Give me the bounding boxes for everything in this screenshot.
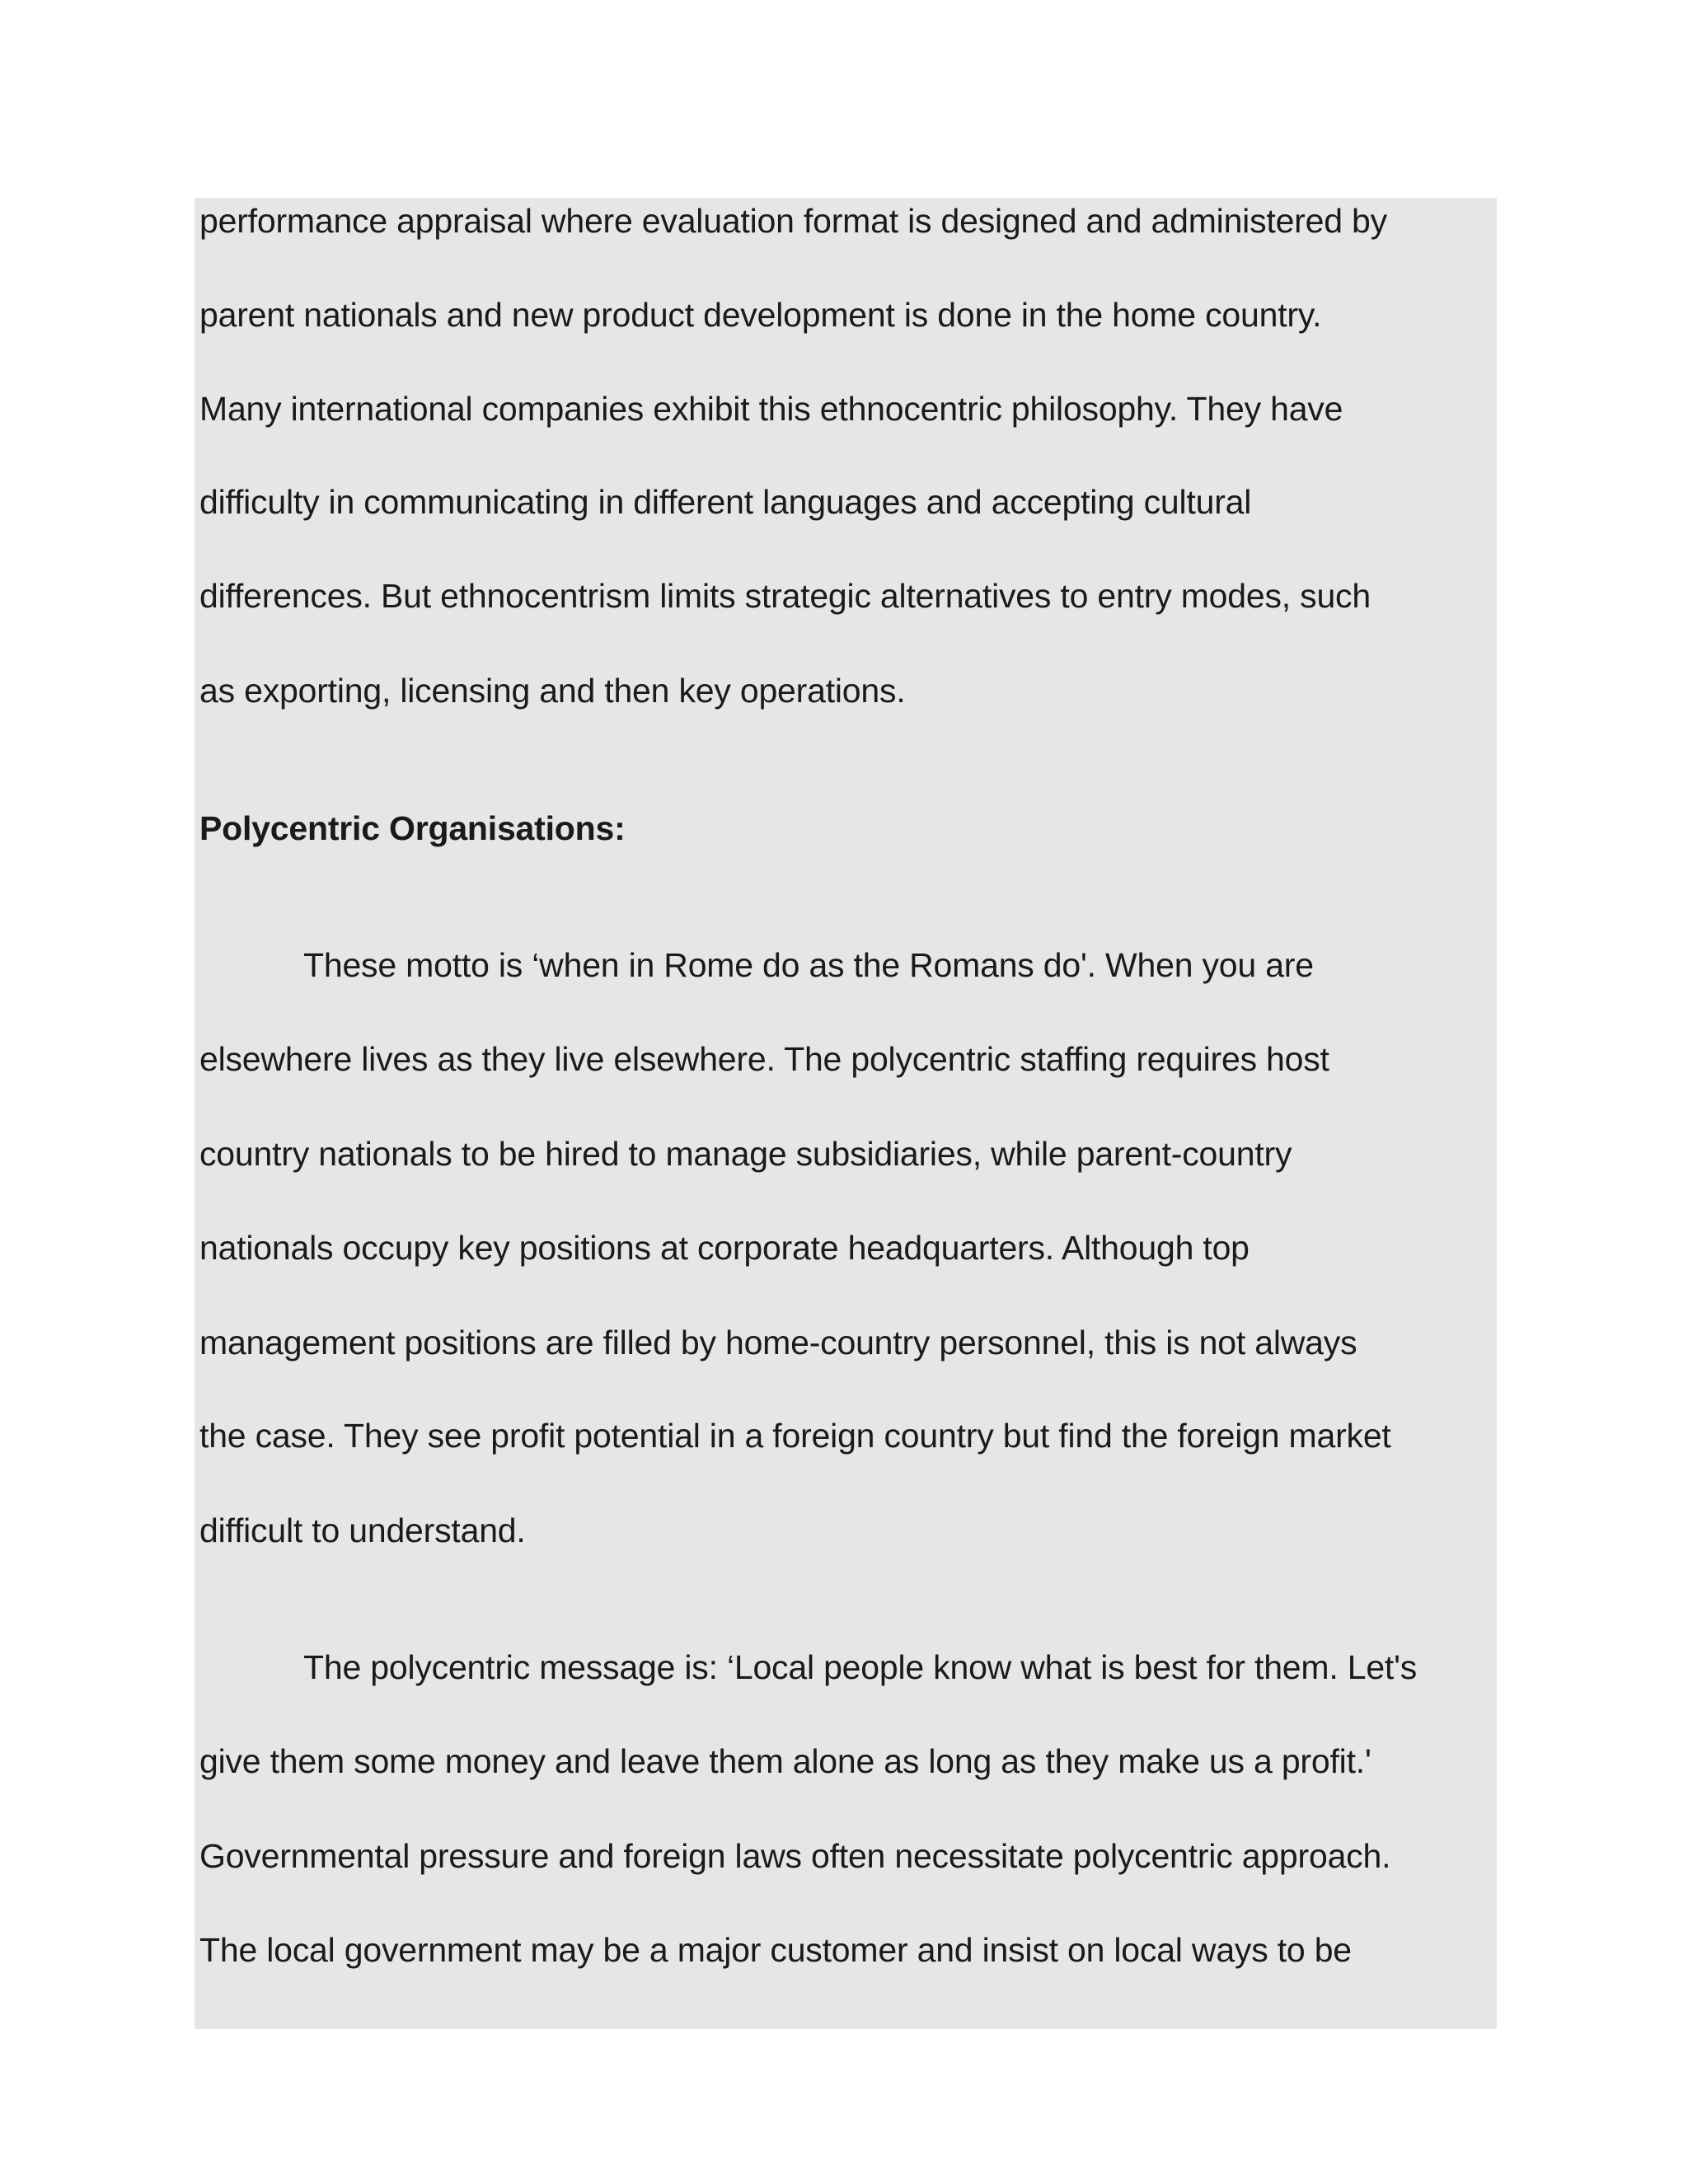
- paragraph-1-line-6: as exporting, licensing and then key operations.: [199, 672, 906, 710]
- paragraph-2-line-1: These motto is ‘when in Rome do as the Romans do'. When you are: [303, 946, 1314, 984]
- section-heading: Polycentric Organisations:: [199, 809, 626, 847]
- paragraph-3-line-3: Governmental pressure and foreign laws often necessitate polycentric approach.: [199, 1837, 1391, 1875]
- paragraph-3-line-4: The local government may be a major customer and insist on local ways to be: [199, 1931, 1352, 1969]
- paragraph-2-line-4: nationals occupy key positions at corporate headquarters. Although top: [199, 1229, 1250, 1267]
- paragraph-1-line-3: Many international companies exhibit this ethnocentric philosophy. They have: [199, 390, 1343, 428]
- paragraph-3-line-2: give them some money and leave them alone as long as they make us a profit.': [199, 1742, 1372, 1780]
- paragraph-2-line-6: the case. They see profit potential in a foreign country but find the foreign market: [199, 1417, 1391, 1455]
- paragraph-2-line-2: elsewhere lives as they live elsewhere. The polycentric staffing requires host: [199, 1040, 1329, 1078]
- paragraph-1-line-2: parent nationals and new product development is done in the home country.: [199, 296, 1322, 334]
- paragraph-1-line-4: difficulty in communicating in different languages and accepting cultural: [199, 483, 1252, 521]
- paragraph-1-line-5: differences. But ethnocentrism limits strategic alternatives to entry modes, such: [199, 577, 1371, 615]
- paragraph-3-line-1: The polycentric message is: ‘Local people know what is best for them. Let's: [303, 1648, 1418, 1686]
- paragraph-2-line-7: difficult to understand.: [199, 1511, 526, 1549]
- paragraph-2-line-3: country nationals to be hired to manage subsidiaries, while parent-country: [199, 1135, 1292, 1173]
- paragraph-1-line-1: performance appraisal where evaluation format is designed and administered by: [199, 202, 1387, 240]
- paragraph-2-line-5: management positions are filled by home-country personnel, this is not always: [199, 1324, 1357, 1361]
